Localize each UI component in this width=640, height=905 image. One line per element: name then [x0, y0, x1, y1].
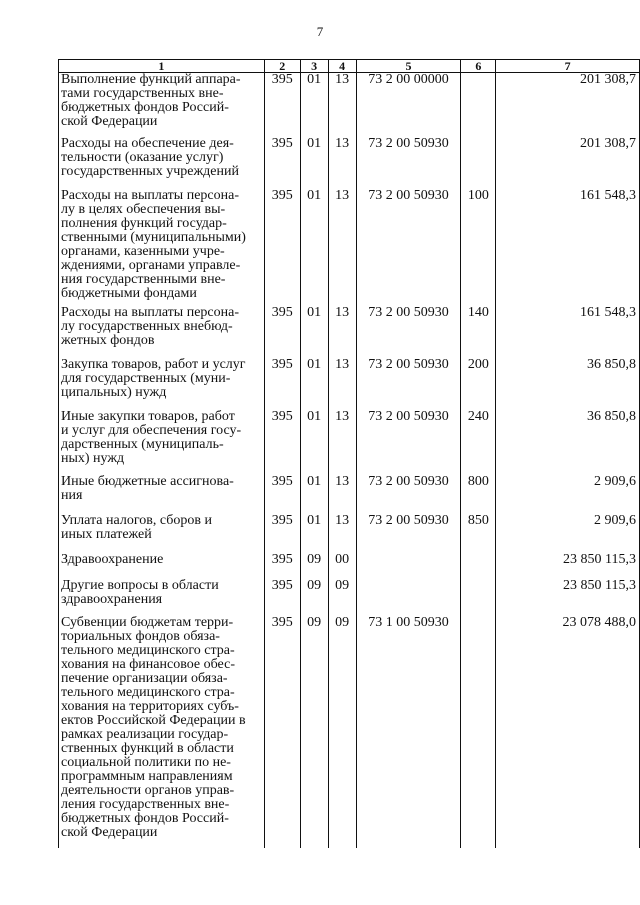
row-sum-cell: 201 308,7 — [496, 73, 640, 137]
table-row — [59, 137, 640, 189]
row-name-cell: Здравоохранение — [59, 553, 265, 579]
row-rz-cell: 09 — [300, 553, 328, 579]
row-csr-cell: 73 2 00 00000 — [356, 73, 461, 137]
table-row — [59, 410, 640, 475]
header-col-3: 3 — [300, 60, 328, 73]
page-number: 7 — [316, 24, 324, 39]
row-sum-cell: 23 078 488,0 — [496, 616, 640, 848]
header-col-4: 4 — [328, 60, 356, 73]
row-vr-cell — [461, 553, 496, 579]
header-col-2: 2 — [264, 60, 300, 73]
row-name-cell: Другие вопросы в области здравоохранения — [59, 579, 265, 616]
row-sum-cell: 201 308,7 — [496, 137, 640, 189]
row-csr-cell: 73 2 00 50930 — [356, 358, 461, 410]
table-body — [59, 73, 640, 848]
table-row — [59, 616, 640, 848]
row-ved-cell: 395 — [264, 579, 300, 616]
row-name-cell: Выполнение функций аппара- тами государственных вне- бюджетных фондов Россий- ской Федерации — [59, 73, 265, 137]
row-pr-cell: 13 — [328, 73, 356, 137]
row-vr-cell: 240 — [461, 410, 496, 475]
row-csr-cell: 73 2 00 50930 — [356, 137, 461, 189]
row-pr-cell: 13 — [328, 306, 356, 358]
row-vr-cell: 850 — [461, 514, 496, 553]
table-row — [59, 579, 640, 616]
header-col-7: 7 — [496, 60, 640, 73]
row-name-cell: Закупка товаров, работ и услуг для государственных (муни- ципальных) нужд — [59, 358, 265, 410]
row-pr-cell: 09 — [328, 579, 356, 616]
row-vr-cell: 200 — [461, 358, 496, 410]
row-rz-cell: 01 — [300, 514, 328, 553]
row-name-cell: Уплата налогов, сборов и иных платежей — [59, 514, 265, 553]
row-name-cell: Расходы на обеспечение дея- тельности (оказание услуг) государственных учреждений — [59, 137, 265, 189]
row-rz-cell: 01 — [300, 475, 328, 514]
row-rz-cell: 01 — [300, 137, 328, 189]
row-rz-cell: 01 — [300, 306, 328, 358]
row-vr-cell — [461, 579, 496, 616]
header-col-6: 6 — [461, 60, 496, 73]
table-row — [59, 189, 640, 306]
row-pr-cell: 13 — [328, 189, 356, 306]
row-csr-cell: 73 1 00 50930 — [356, 616, 461, 848]
row-vr-cell: 100 — [461, 189, 496, 306]
row-sum-cell: 161 548,3 — [496, 306, 640, 358]
row-name-cell: Иные бюджетные ассигнова- ния — [59, 475, 265, 514]
row-csr-cell: 73 2 00 50930 — [356, 410, 461, 475]
row-sum-cell: 23 850 115,3 — [496, 553, 640, 579]
row-rz-cell: 09 — [300, 579, 328, 616]
row-pr-cell: 13 — [328, 475, 356, 514]
row-csr-cell — [356, 553, 461, 579]
row-rz-cell: 01 — [300, 73, 328, 137]
row-rz-cell: 01 — [300, 358, 328, 410]
row-ved-cell: 395 — [264, 553, 300, 579]
table-header-row — [59, 60, 640, 73]
row-ved-cell: 395 — [264, 475, 300, 514]
row-vr-cell — [461, 73, 496, 137]
budget-table — [58, 59, 640, 848]
row-ved-cell: 395 — [264, 410, 300, 475]
row-sum-cell: 36 850,8 — [496, 358, 640, 410]
table-row — [59, 358, 640, 410]
row-ved-cell: 395 — [264, 616, 300, 848]
row-ved-cell: 395 — [264, 358, 300, 410]
row-sum-cell: 23 850 115,3 — [496, 579, 640, 616]
row-name-cell: Расходы на выплаты персона- лу в целях обеспечения вы- полнения функций государ- ственными (муниципальными) органами, казенными учре- ждениями, органами управле- ния государственными вне- бюджетными фондами — [59, 189, 265, 306]
row-vr-cell: 800 — [461, 475, 496, 514]
row-csr-cell — [356, 579, 461, 616]
row-csr-cell: 73 2 00 50930 — [356, 189, 461, 306]
row-csr-cell: 73 2 00 50930 — [356, 306, 461, 358]
row-rz-cell: 01 — [300, 410, 328, 475]
row-name-cell: Иные закупки товаров, работ и услуг для обеспечения госу- дарственных (муниципаль- ных) нужд — [59, 410, 265, 475]
row-ved-cell: 395 — [264, 189, 300, 306]
table-row — [59, 553, 640, 579]
row-pr-cell: 13 — [328, 514, 356, 553]
row-rz-cell: 09 — [300, 616, 328, 848]
row-ved-cell: 395 — [264, 137, 300, 189]
row-sum-cell: 2 909,6 — [496, 475, 640, 514]
header-col-5: 5 — [356, 60, 461, 73]
row-sum-cell: 2 909,6 — [496, 514, 640, 553]
header-col-1: 1 — [59, 60, 265, 73]
row-sum-cell: 161 548,3 — [496, 189, 640, 306]
row-vr-cell — [461, 137, 496, 189]
row-ved-cell: 395 — [264, 73, 300, 137]
row-pr-cell: 13 — [328, 358, 356, 410]
table-row — [59, 306, 640, 358]
row-vr-cell — [461, 616, 496, 848]
row-pr-cell: 09 — [328, 616, 356, 848]
row-pr-cell: 13 — [328, 137, 356, 189]
row-name-cell: Расходы на выплаты персона- лу государственных внебюд- жетных фондов — [59, 306, 265, 358]
row-rz-cell: 01 — [300, 189, 328, 306]
row-vr-cell: 140 — [461, 306, 496, 358]
row-ved-cell: 395 — [264, 306, 300, 358]
row-ved-cell: 395 — [264, 514, 300, 553]
row-name-cell: Субвенции бюджетам терри- ториальных фондов обяза- тельного медицинского стра- хования на финансовое обес- печение организации обяза- тельного медицинского стра- хования на территориях субъ- ектов Российской Федерации в рамках реализации государ- ственных функций в области социальной политики по не- программным направлениям деятельности органов управ- ления государственных вне- бюджетных фондов Россий- ской Федерации — [59, 616, 265, 848]
row-pr-cell: 00 — [328, 553, 356, 579]
table-row — [59, 475, 640, 514]
row-pr-cell: 13 — [328, 410, 356, 475]
table-row — [59, 514, 640, 553]
row-csr-cell: 73 2 00 50930 — [356, 475, 461, 514]
table-row — [59, 73, 640, 137]
row-csr-cell: 73 2 00 50930 — [356, 514, 461, 553]
row-sum-cell: 36 850,8 — [496, 410, 640, 475]
